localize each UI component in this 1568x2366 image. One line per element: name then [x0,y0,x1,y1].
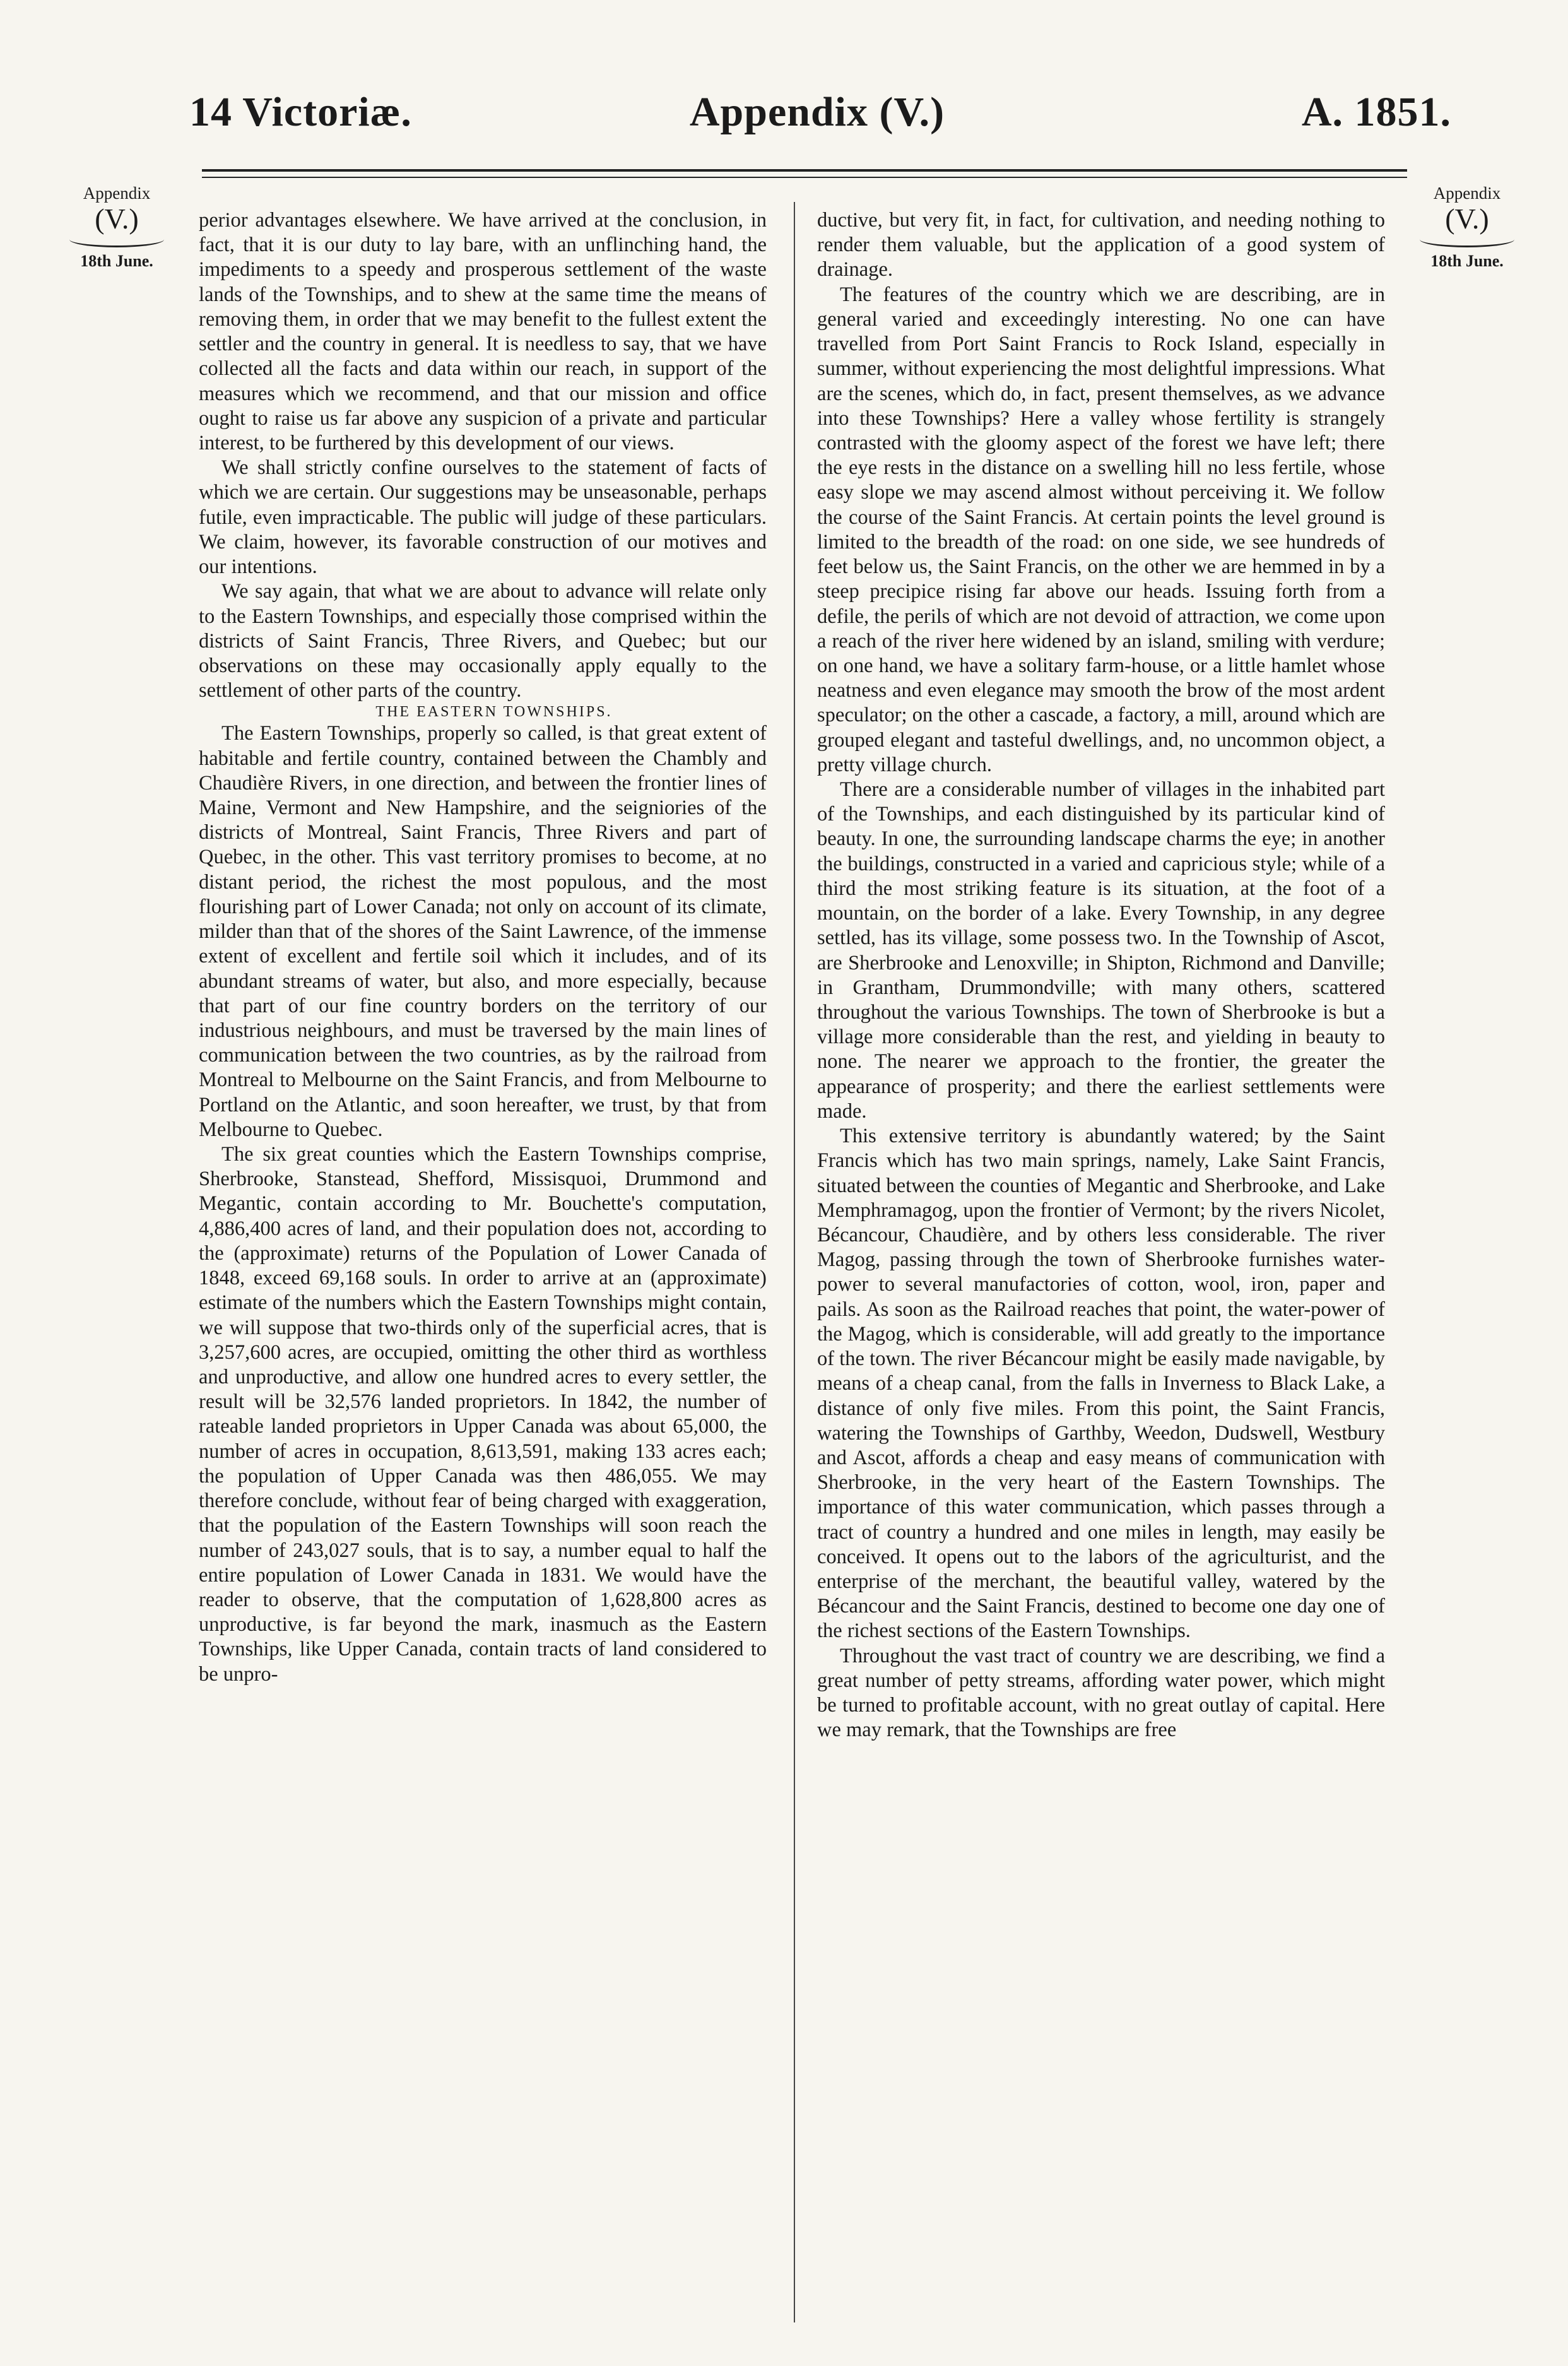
header-regnal-year: 14 Victoriæ. [189,89,412,135]
paragraph: There are a considerable number of villages in the inhabited part of the Townships, and each distinguished by its particular kind of beauty. In one, the surrounding landscape charms the eye; in another the buildings, constructed in a varied and capricious style; while of a third the most striking feature is its situation, at the foot of a mountain, on the border of a lake. Every Township, in any degree settled, has its village, some possess two. In the Township of Ascot, are Sherbrooke and Lenoxville; in Shipton, Richmond and Danville; in Grantham, Drummondville; with many others, scattered throughout the various Townships. The town of Sherbrooke is but a village more considerable than the rest, and yielding in beauty to none. The nearer we approach to the frontier, the greater the appearance of prosperity; and there the earliest settlements were made. [817,778,1385,1123]
header-rule-thin [202,177,1407,178]
left-margin-note [63,183,170,271]
margin-date: 18th June. [80,251,153,270]
header-year: A. 1851. [1301,89,1451,135]
right-text-column [817,208,1385,2341]
section-heading: THE EASTERN TOWNSHIPS. [375,704,613,721]
margin-date: 18th June. [1430,251,1504,270]
paragraph: The features of the country which we are describing, are in general varied and exceedingly interesting. No one can have travelled from Port Saint Francis to Rock Island, especially in summer, without experiencing the most delightful impressions. What are the scenes, which do, in fact, present themselves, as we advance into these Townships? Here a valley whose fertility is strangely contrasted with the gloomy aspect of the forest we have left; there the eye rests in the distance on a swelling hill no less fertile, whose easy slope we may ascend almost without perceiving it. We follow the course of the Saint Francis. At certain points the level ground is limited to the breadth of the road: on one side, we see hundreds of feet below us, the Saint Francis, on the other we are hemmed in by a steep precipice rising far above our heads. Issuing forth from a defile, the perils of which are not devoid of attraction, we come upon a reach of the river here widened by an island, smiling with verdure; on one hand, we have a solitary farm-house, or a little hamlet whose neatness and even elegance may smooth the brow of the most ardent speculator; on the other a cascade, a factory, a mill, around which are grouped elegant and tasteful dwellings, and, no uncommon object, a pretty village church. [817,283,1385,776]
paragraph: Throughout the vast tract of country we are describing, we find a great number of petty streams, affording water power, which might be turned to profitable account, with no great outlay of capital. Here we may remark, that the Townships are free [817,1644,1385,1742]
paragraph: The Eastern Townships, properly so called, is that great extent of habitable and fertile country, contained between the Chambly and Chaudière Rivers, in one direction, and between the frontier lines of Maine, Vermont and New Hampshire, and the seigniories of the districts of Montreal, Saint Francis, Three Rivers and part of Quebec, in the other. This vast territory promises to become, at no distant period, the richest the most populous, and the most flourishing part of Lower Canada; not only on account of its climate, milder than that of the shores of the Saint Lawrence, of the immense extent of excellent and fertile soil which it includes, and of its abundant streams of water, but also, and more especially, because that part of our fine country borders on the territory of our industrious neighbours, and must be traversed by the main lines of communication between the two countries, as by the railroad from Montreal to Melbourne on the Saint Francis, and from Melbourne to Portland on the Atlantic, and soon hereafter, we trust, by that from Melbourne to Quebec. [199,722,767,1141]
margin-appendix-label: Appendix [83,184,151,203]
paragraph: We say again, that what we are about to advance will relate only to the Eastern Townships, and especially those comprised within the districts of Saint Francis, Three Rivers, and Quebec; but our observations on these may occasionally apply equally to the settlement of other parts of the country. [199,580,767,702]
margin-appendix-number: (V.) [95,203,139,235]
header-rule-thick [202,169,1407,172]
paragraph: The six great counties which the Eastern Townships comprise, Sherbrooke, Stanstead, Shefford, Missisquoi, Drummond and Megantic, contain according to Mr. Bouchette's computation, 4,886,400 acres of land, and their population does not, according to the (approximate) returns of the Population of Lower Canada of 1848, exceed 69,168 souls. In order to arrive at an (approximate) estimate of the numbers which the Eastern Townships might contain, we will suppose that two-thirds only of the superficial acres, that is 3,257,600 acres, are occupied, omitting the other third as worthless and unproductive, and allow one hundred acres to every settler, the result will be 32,576 landed proprietors. In 1842, the number of rateable landed proprietors in Upper Canada was about 65,000, the number of acres in occupation, 8,613,591, making 133 acres each; the population of Upper Canada was then 486,055. We may therefore conclude, without fear of being charged with exaggeration, that the population of the Eastern Townships will soon reach the number of 243,027 souls, that is to say, a number equal to half the entire population of Lower Canada in 1831. We would have the reader to observe, that the computation of 1,628,800 acres as unproductive, is far beyond the mark, inasmuch as the Eastern Townships, like Upper Canada, contain tracts of land considered to be unpro- [199,1143,767,1686]
column-divider [794,202,795,2322]
running-header [183,76,1451,164]
header-appendix: Appendix (V.) [689,89,945,135]
paragraph: ductive, but very fit, in fact, for cultivation, and needing nothing to render them valuable, but the application of a good system of drainage. [817,209,1385,281]
paragraph: This extensive territory is abundantly watered; by the Saint Francis which has two main springs, namely, Lake Saint Francis, situated between the counties of Megantic and Sherbrooke, and Lake Memphramagog, upon the frontier of Vermont; by the rivers Nicolet, Bécancour, Chaudière, and by others less considerable. The river Magog, passing through the town of Sherbrooke furnishes water-power to several manufactories of cotton, wool, iron, paper and pails. As soon as the Railroad reaches that point, the water-power of the Magog, which is considerable, will add greatly to the importance of the town. The river Bécancour might be easily made navigable, by means of a cheap canal, from the falls in Inverness to Black Lake, a distance of only five miles. From this point, the Saint Francis, watering the Townships of Garthby, Weedon, Dudswell, Westbury and Ascot, affords a cheap and easy means of communication with Sherbrooke, in the very heart of the Eastern Townships. The importance of this water communication, which passes through a tract of country a hundred and one miles in length, may easily be conceived. It opens out to the labors of the agriculturist, and the enterprise of the merchant, the beautiful valley, watered by the Bécancour and the Saint Francis, destined to become one day one of the richest sections of the Eastern Townships. [817,1125,1385,1643]
paragraph: We shall strictly confine ourselves to the statement of facts of which we are certain. Our suggestions may be unseasonable, perhaps futile, even impracticable. The public will judge of these particulars. We claim, however, its favorable construction of our motives and our intentions. [199,456,767,579]
left-text-column [199,208,767,2341]
margin-appendix-label: Appendix [1433,184,1501,203]
paragraph: perior advantages elsewhere. We have arrived at the conclusion, in fact, that it is our duty to lay bare, with an unflinching hand, the impediments to a speedy and prosperous settlement of the waste lands of the Townships, and to shew at the same time the means of removing them, in order that we may benefit to the fullest extent the settler and the country in general. It is needless to say, that we have collected all the facts and data within our reach, in support of the measures which we recommend, and that our mission and office ought to raise us far above any suspicion of a private and particular interest, to be furthered by this development of our views. [199,209,767,454]
right-margin-note [1413,183,1521,271]
margin-appendix-number: (V.) [1445,203,1489,235]
